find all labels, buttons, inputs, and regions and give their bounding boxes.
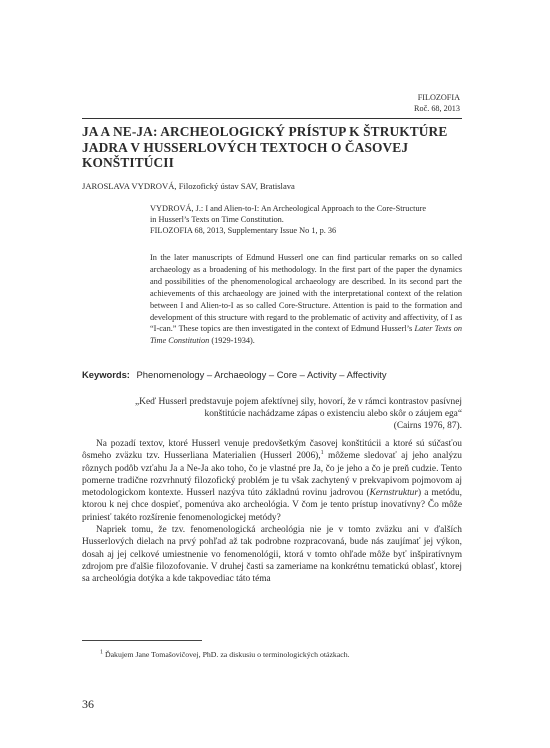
paragraph-1-italic: Kernstruktur — [369, 488, 419, 499]
footnote-marker: 1 — [100, 649, 103, 656]
quote-line-2: konštitúcie nachádzame zápas o existenciu alebo skôr o záujem ega“ — [204, 409, 462, 420]
journal-name: FILOZOFIA — [417, 93, 460, 102]
citation-line-3: FILOZOFIA 68, 2013, Supplementary Issue No 1, p. 36 — [150, 226, 337, 235]
footnote-ref: 1 — [320, 450, 324, 457]
header-rule — [82, 118, 462, 119]
paragraph-1 — [82, 438, 462, 524]
epigraph-quote — [120, 396, 462, 432]
journal-header — [414, 93, 460, 114]
quote-source: (Cairns 1976, 87). — [393, 421, 462, 432]
abstract-italic-title: Later Texts on Time Constitution — [150, 324, 462, 346]
keywords — [82, 369, 387, 380]
paragraph-1-text-c: ) a metódu, ktorou k nej chce dospieť, pomenúva ako archeológia. V čom je tento prístup inovatívny? Čo môže priniesť takéto rozšírenie fenomenologickej metódy? — [82, 488, 462, 523]
body-text — [82, 438, 462, 586]
footnote — [100, 650, 350, 659]
keywords-value: Phenomenology – Archaeology – Core – Activity – Affectivity — [136, 369, 387, 380]
keywords-label: Keywords: — [82, 369, 130, 380]
quote-line-1: „Keď Husserl predstavuje pojem afektívnej sily, hovorí, že v rámci kontrastov pasívnej — [135, 397, 462, 407]
article-title: JA A NE-JA: ARCHEOLOGICKÝ PRÍSTUP K ŠTRUKTÚRE JADRA V HUSSERLOVÝCH TEXTOCH O ČASOVEJ KONŠTITÚCII — [82, 124, 448, 170]
author-line: JAROSLAVA VYDROVÁ, Filozofický ústav SAV, Bratislava — [82, 181, 295, 191]
citation-block — [150, 203, 470, 236]
paragraph-1-text: Na pozadí textov, ktoré Husserl venuje predovšetkým časovej konštitúcii a ktoré sú súčasťou ôsmeho zväzku tzv. Husserliana Materialien (Husserl 2006), — [82, 439, 462, 462]
page-number: 36 — [82, 697, 94, 711]
abstract-text: In the later manuscripts of Edmund Husserl one can find particular remarks on so called archaeology as a broadening of his methodology. In the first part of the paper the dynamics and possibilities of the phenomenological archaeology are described. In its second part the achievements of this archaeology are joined with the interpretational context of the relation between I and Alien-to-I as so called Core-Structure. Attention is paid to the formation and development of this structure with regard to the problematic of activity and affectivity, of I as “I-can.” These topics are then investigated in the context of Edmund Husserl’s — [150, 253, 462, 334]
abstract-text-end: (1929-1934). — [209, 336, 255, 346]
paragraph-1-text-b: môžeme sledovať aj jeho analýzu rôznych podôb vzťahu Ja a Ne-Ja ako toho, čo je vlastné pre Ja, čo je jeho a čo je preň cudzie. Tento pomerne tradične rozvrhnutý filozofický problém je tu však zachytený v prekvapivom pojmovom aj metodologickom kontexte. Husserl nazýva túto základnú rovinu jadrovou ( — [82, 451, 462, 499]
footnote-text: Ďakujem Jane Tomašovičovej, PhD. za diskusiu o terminologických otázkach. — [104, 650, 350, 659]
paragraph-2: Napriek tomu, že tzv. fenomenologická archeológia nie je v tomto zväzku ani v ďalších Husserlových dielach na prvý pohľad až tak podrobne rozpracovaná, bude nás zaujímať jej výkon, dosah aj jej celkové umiestnenie vo fenomenológii, ktorá v tomto ohľade môže byť inšpiratívnym zdrojom pre ďalšie filozofovanie. V druhej časti sa zameriame na konkrétnu tematickú oblasť, ktorej sa archeológia dotýka a kde takpovediac táto téma — [82, 525, 462, 585]
abstract — [150, 252, 462, 347]
journal-issue: Roč. 68, 2013 — [414, 103, 460, 113]
footnote-rule — [82, 640, 202, 641]
citation-line-2: in Husserl’s Texts on Time Constitution. — [150, 215, 284, 224]
citation-line-1: VYDROVÁ, J.: I and Alien-to-I: An Archeological Approach to the Core-Structure — [150, 204, 427, 213]
